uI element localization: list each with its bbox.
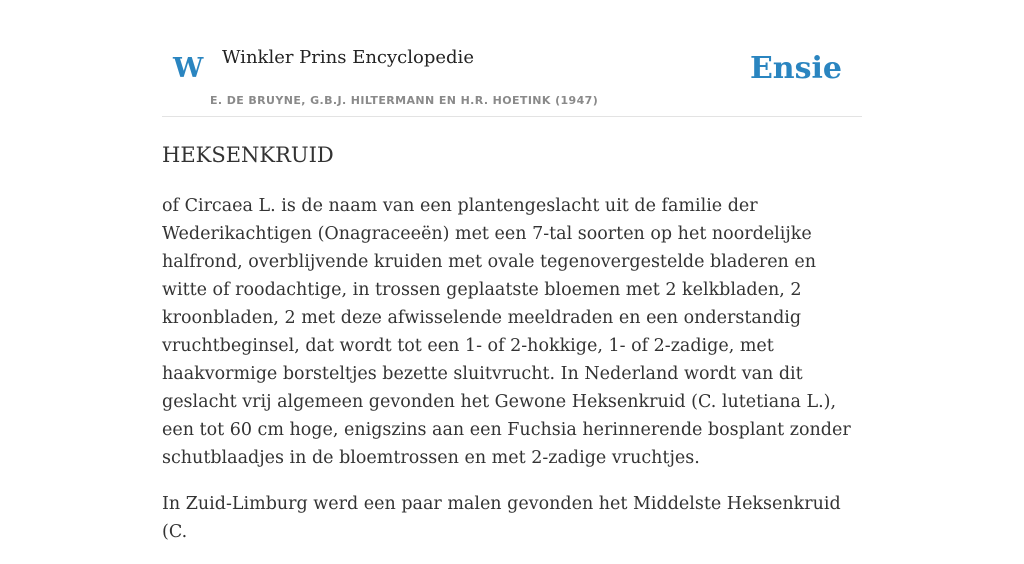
article-paragraph-1: of Circaea L. is de naam van een plantengeslacht uit de familie der Wederikachtigen (Onagraceeën) met een 7-tal soorten op het noordelijke halfrond, overblijvende kruiden met ovale tegenovergestelde bladeren en witte of roodachtige, in trossen geplaatste bloemen met 2 kelkbladen, 2 kroonbladen, 2 met deze afwisselende meeldraden en een onderstandig vruchtbeginsel, dat wordt tot een 1- of 2-hokkige, 1- of 2-zadige, met haakvormige borsteltjes bezette sluitvrucht. In Nederland wordt van dit geslacht vrij algemeen gevonden het Gewone Heksenkruid (C. lutetiana L.), een tot 60 cm hoge, enigszins aan een Fuchsia herinnerende bosplant zonder schutblaadjes in de bloemtrossen en met 2-zadige vruchtjes. <box>162 196 851 468</box>
article-body <box>162 192 864 564</box>
site-logo-icon[interactable]: W <box>173 53 204 84</box>
article-title: HEKSENKRUID <box>162 143 334 167</box>
page <box>162 0 862 542</box>
brand-logo[interactable]: Ensie <box>749 51 842 86</box>
article-paragraph-2: In Zuid-Limburg werd een paar malen gevonden het Middelste Heksenkruid (C. <box>162 494 841 542</box>
authors-line: E. DE BRUYNE, G.B.J. HILTERMANN EN H.R. HOETINK (1947) <box>210 94 599 107</box>
site-header <box>162 0 862 117</box>
site-title[interactable]: Winkler Prins Encyclopedie <box>222 47 474 68</box>
